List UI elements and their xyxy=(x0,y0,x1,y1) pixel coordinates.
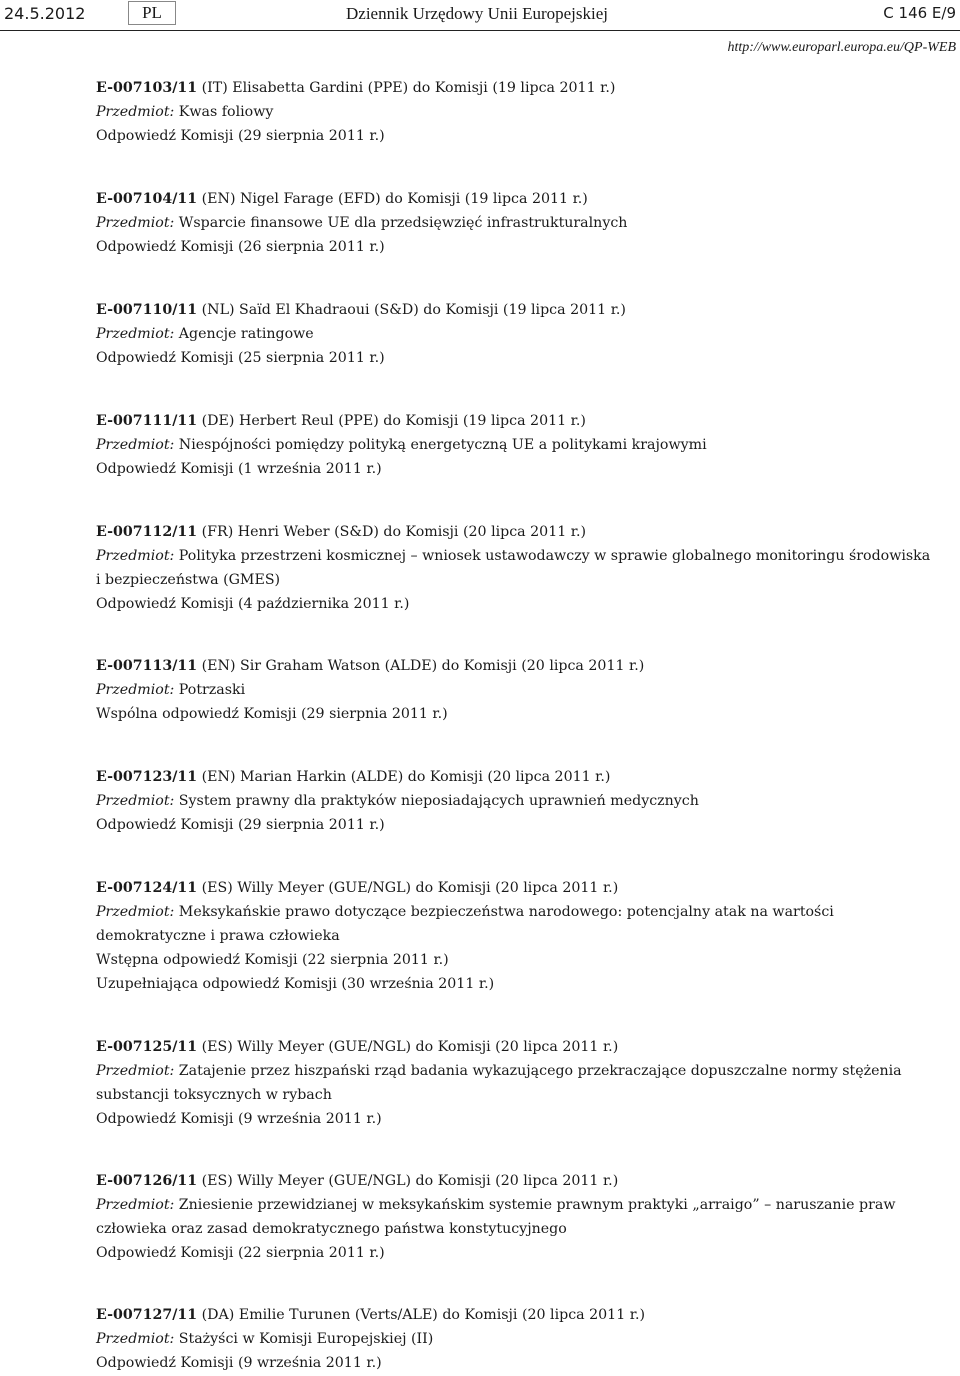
publication-date: 24.5.2012 xyxy=(4,4,86,23)
question-subject: Wsparcie finansowe UE dla przedsięwzięć infrastrukturalnych xyxy=(174,215,628,231)
page-header xyxy=(0,0,960,30)
question-author: (FR) Henri Weber (S&D) do Komisji (20 lipca 2011 r.) xyxy=(197,524,587,540)
question-entry xyxy=(96,765,936,837)
question-author: (ES) Willy Meyer (GUE/NGL) do Komisji (20 lipca 2011 r.) xyxy=(197,880,619,896)
header-divider xyxy=(0,30,960,31)
question-entry xyxy=(96,187,936,259)
commission-answer: Odpowiedź Komisji (26 sierpnia 2011 r.) xyxy=(96,239,385,255)
question-reference: E-007126/11 xyxy=(96,1173,198,1189)
commission-answer: Odpowiedź Komisji (29 sierpnia 2011 r.) xyxy=(96,817,385,833)
question-subject: Stażyści w Komisji Europejskiej (II) xyxy=(174,1331,434,1347)
commission-answer: Uzupełniająca odpowiedź Komisji (30 września 2011 r.) xyxy=(96,976,495,992)
question-reference: E-007112/11 xyxy=(96,524,198,540)
commission-answer: Odpowiedź Komisji (25 sierpnia 2011 r.) xyxy=(96,350,385,366)
question-reference: E-007125/11 xyxy=(96,1039,198,1055)
question-subject: System prawny dla praktyków nieposiadających uprawnień medycznych xyxy=(174,793,699,809)
question-reference: E-007124/11 xyxy=(96,880,198,896)
subject-label: Przedmiot: xyxy=(96,104,175,120)
question-subject: Meksykańskie prawo dotyczące bezpieczeństwa narodowego: potencjalny atak na wartości demokratyczne i prawa człowieka xyxy=(96,904,834,944)
question-author: (NL) Saïd El Khadraoui (S&D) do Komisji (19 lipca 2011 r.) xyxy=(197,302,626,318)
question-reference: E-007111/11 xyxy=(96,413,198,429)
subject-label: Przedmiot: xyxy=(96,215,175,231)
subject-label: Przedmiot: xyxy=(96,1197,175,1213)
question-reference: E-007110/11 xyxy=(96,302,198,318)
question-entry xyxy=(96,654,936,726)
subject-label: Przedmiot: xyxy=(96,1331,175,1347)
question-entry xyxy=(96,409,936,481)
question-author: (EN) Sir Graham Watson (ALDE) do Komisji (20 lipca 2011 r.) xyxy=(197,658,645,674)
question-entry xyxy=(96,520,936,616)
question-entry xyxy=(96,76,936,148)
commission-answer: Odpowiedź Komisji (1 września 2011 r.) xyxy=(96,461,382,477)
question-reference: E-007127/11 xyxy=(96,1307,198,1323)
question-subject: Niespójności pomiędzy polityką energetyczną UE a politykami krajowymi xyxy=(174,437,707,453)
journal-title: Dziennik Urzędowy Unii Europejskiej xyxy=(346,4,609,23)
subject-label: Przedmiot: xyxy=(96,904,175,920)
question-subject: Kwas foliowy xyxy=(174,104,274,120)
question-entry xyxy=(96,876,936,996)
commission-answer: Odpowiedź Komisji (9 września 2011 r.) xyxy=(96,1111,382,1127)
commission-answer: Odpowiedź Komisji (22 sierpnia 2011 r.) xyxy=(96,1245,385,1261)
question-author: (EN) Marian Harkin (ALDE) do Komisji (20 lipca 2011 r.) xyxy=(197,769,611,785)
question-subject: Zatajenie przez hiszpański rząd badania wykazującego przekraczające dopuszczalne normy stężenia substancji toksycznych w rybach xyxy=(96,1063,902,1103)
commission-answer: Wspólna odpowiedź Komisji (29 sierpnia 2011 r.) xyxy=(96,706,448,722)
question-entry xyxy=(96,298,936,370)
question-entry xyxy=(96,1169,936,1265)
question-subject: Agencje ratingowe xyxy=(174,326,314,342)
subject-label: Przedmiot: xyxy=(96,1063,175,1079)
commission-answer: Odpowiedź Komisji (4 października 2011 r.) xyxy=(96,596,410,612)
subject-label: Przedmiot: xyxy=(96,793,175,809)
question-reference: E-007104/11 xyxy=(96,191,198,207)
subject-label: Przedmiot: xyxy=(96,437,175,453)
question-author: (ES) Willy Meyer (GUE/NGL) do Komisji (20 lipca 2011 r.) xyxy=(197,1173,619,1189)
commission-answer: Odpowiedź Komisji (29 sierpnia 2011 r.) xyxy=(96,128,385,144)
question-reference: E-007123/11 xyxy=(96,769,198,785)
source-url-link[interactable]: http://www.europarl.europa.eu/QP-WEB xyxy=(727,40,956,55)
subject-label: Przedmiot: xyxy=(96,326,175,342)
subject-label: Przedmiot: xyxy=(96,682,175,698)
question-author: (IT) Elisabetta Gardini (PPE) do Komisji (19 lipca 2011 r.) xyxy=(197,80,616,96)
page-reference: C 146 E/9 xyxy=(883,4,956,22)
question-author: (DE) Herbert Reul (PPE) do Komisji (19 lipca 2011 r.) xyxy=(197,413,586,429)
question-author: (DA) Emilie Turunen (Verts/ALE) do Komisji (20 lipca 2011 r.) xyxy=(197,1307,646,1323)
question-reference: E-007103/11 xyxy=(96,80,198,96)
language-badge: PL xyxy=(128,1,176,25)
question-subject: Polityka przestrzeni kosmicznej – wniosek ustawodawczy w sprawie globalnego monitoringu środowiska i bezpieczeństwa (GMES) xyxy=(96,548,931,588)
question-entry xyxy=(96,1303,936,1375)
question-entry xyxy=(96,1035,936,1131)
question-subject: Potrzaski xyxy=(174,682,246,698)
question-reference: E-007113/11 xyxy=(96,658,198,674)
commission-answer: Wstępna odpowiedź Komisji (22 sierpnia 2011 r.) xyxy=(96,952,449,968)
question-author: (EN) Nigel Farage (EFD) do Komisji (19 lipca 2011 r.) xyxy=(197,191,588,207)
question-subject: Zniesienie przewidzianej w meksykańskim systemie prawnym praktyki „arraigo” – naruszanie praw człowieka oraz zasad demokratycznego państwa konstytucyjnego xyxy=(96,1197,896,1237)
question-author: (ES) Willy Meyer (GUE/NGL) do Komisji (20 lipca 2011 r.) xyxy=(197,1039,619,1055)
subject-label: Przedmiot: xyxy=(96,548,175,564)
commission-answer: Odpowiedź Komisji (9 września 2011 r.) xyxy=(96,1355,382,1371)
